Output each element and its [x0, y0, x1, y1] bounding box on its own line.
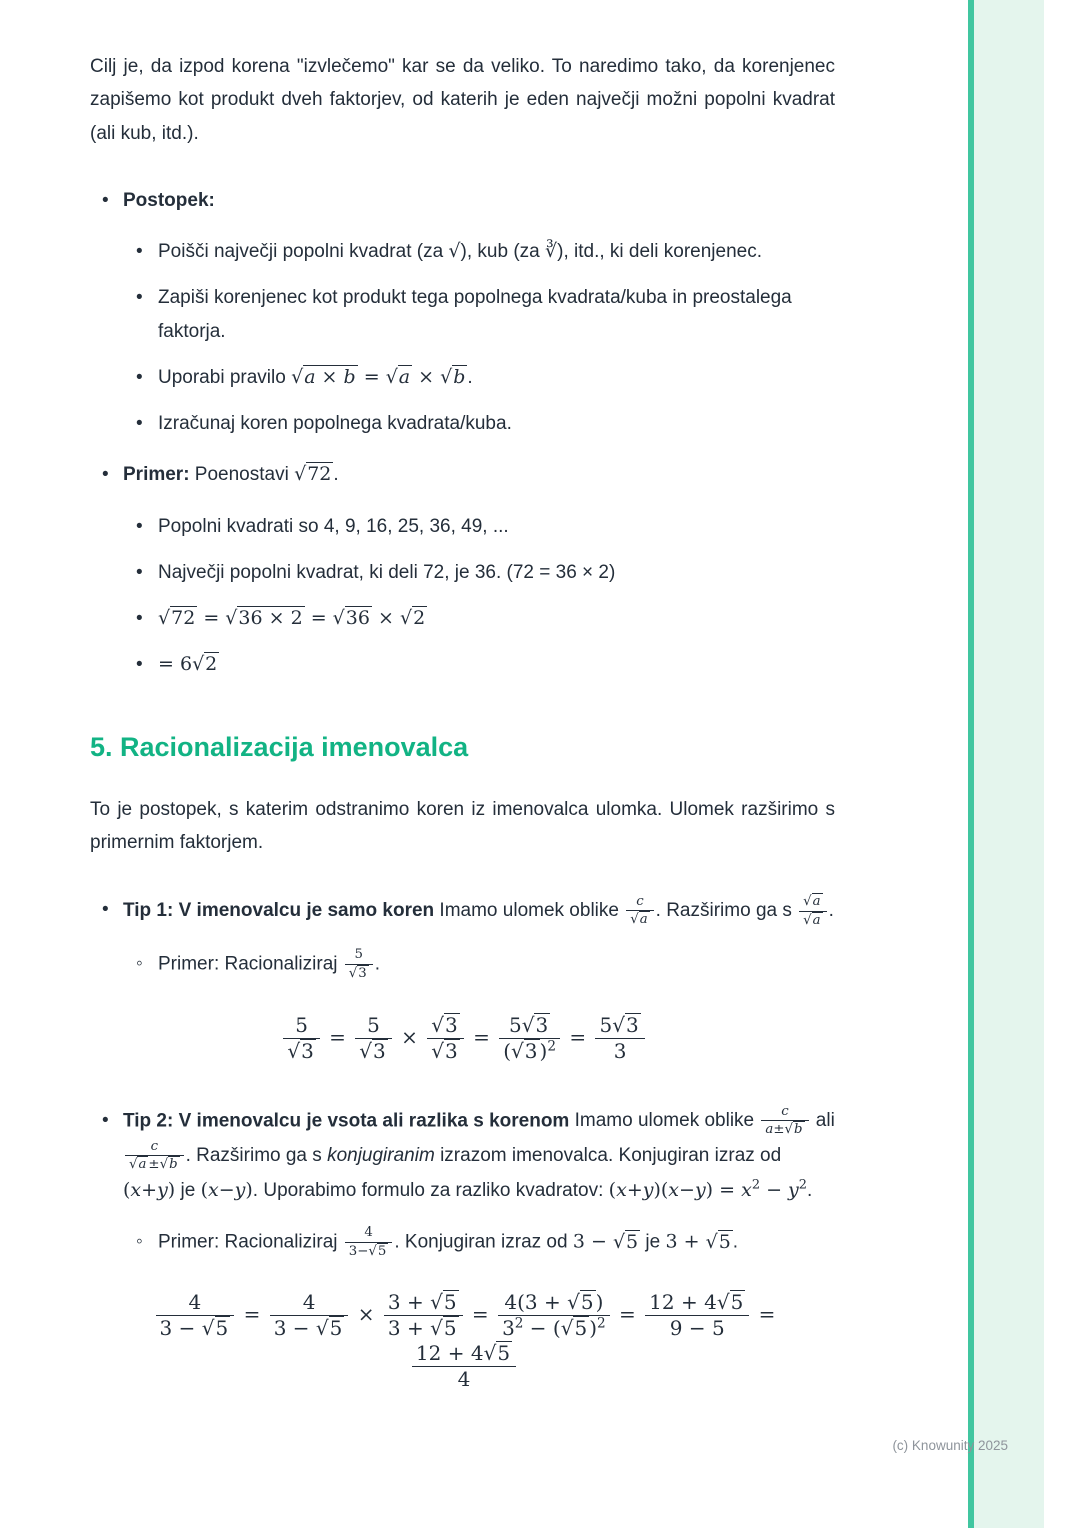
postopek-sublist [123, 235, 835, 440]
primer-item [90, 458, 835, 681]
tip1-primer-item: ◦ Primer: Racionaliziraj 5 √ 3 . [123, 947, 835, 982]
margin-band [974, 0, 1044, 1528]
tip2-equation: $\frac{4}{3 - √ 5}$ = $\frac{4}{3 - √ 5}$ × $\frac{3 + √ 5}{3 + √ 5}$ = $\frac{4(3 + √ 5 )}{3^2 - ( √ 5 )^2}$ = $\frac{12 + 4 √ 5}{9 - 5}$ = $\frac{12 + 4 √ 5}{4}$ [123, 1290, 805, 1392]
postopek-step: • Izračunaj koren popolnega kvadrata/kuba. [123, 407, 835, 440]
tip1-label: Tip 1: V imenovalcu je samo koren [123, 900, 435, 922]
tip1-sublist [123, 947, 835, 982]
notes-page-content [90, 0, 835, 1392]
tip1-equation: 5 √ 3 = 5 √ 3 × √ 3 √ 3 = $\frac{5 √ 3}{( √ 3 )^2}$ = $\frac{5 √ 3}{3}$ [123, 1013, 805, 1064]
section-heading: 5. Racionalizacija imenovalca [90, 731, 469, 762]
primer-label: Primer: [123, 464, 190, 486]
primer-sublist [123, 510, 835, 682]
tip2-item [90, 1104, 835, 1393]
tip2-label: Tip 2: V imenovalcu je vsota ali razlika s korenom [123, 1110, 570, 1132]
copyright-footer: (c) Knowunity 2025 [892, 1438, 1008, 1454]
tip2-sublist [123, 1225, 835, 1260]
primer-step: • √ 72 = √ 36 × 2 = √ 36 × √ 2 [123, 602, 835, 635]
tip1-item [90, 893, 835, 1063]
postopek-item [90, 184, 835, 441]
intro-paragraph: Cilj je, da izpod korena "izvlečemo" kar se da veliko. To naredimo tako, da korenjenec zapišemo kot produkt dveh faktorjev, od katerih je eden največji možni popolni kvadrat (ali kub, itd.). [90, 56, 835, 144]
primer-step: • Popolni kvadrati so 4, 9, 16, 25, 36, 49, ... [123, 510, 835, 543]
postopek-step: • Poišči največji popolni kvadrat (za √), kub (za ∛), itd., ki deli korenjenec. [123, 235, 835, 268]
postopek-step: • Zapiši korenjenec kot produkt tega popolnega kvadrata/kuba in preostalega faktorja. [123, 281, 835, 348]
method-list [90, 184, 835, 682]
primer-step: • Največji popolni kvadrat, ki deli 72, je 36. (72 = 36 × 2) [123, 556, 835, 589]
tip2-primer-item: ◦ Primer: Racionaliziraj $\frac{4}{3- √ 5}$ . Konjugiran izraz od 3 − √ 5 je 3 + √ 5 . [123, 1225, 835, 1260]
primer-step: • = 6 √ 2 [123, 648, 835, 681]
primer-intro-text: Poenostavi √ 72 . [190, 464, 339, 485]
postopek-label: Postopek: [123, 189, 215, 211]
tip2-text: Imamo ulomek oblike $\frac{c}{a\pm √ b}$ ali c √ a ± √ b . Razširimo ga s konjugiranim izrazom imenovalca. Konjugiran izraz od (x+y) je (x−y). Uporabimo formulo za razliko kvadratov: $(x+y)(x-y) = x^2 - y^2$. [123, 1110, 835, 1201]
tip1-text: Imamo ulomek oblike c √ a . Razširimo ga s √ a √ a . [434, 900, 834, 921]
tips-list [90, 893, 835, 1392]
section-intro-paragraph: To je postopek, s katerim odstranimo koren iz imenovalca ulomka. Ulomek razširimo s primernim faktorjem. [90, 798, 835, 853]
postopek-step: • Uporabi pravilo √ a × b = √ a × √ b . [123, 361, 835, 394]
